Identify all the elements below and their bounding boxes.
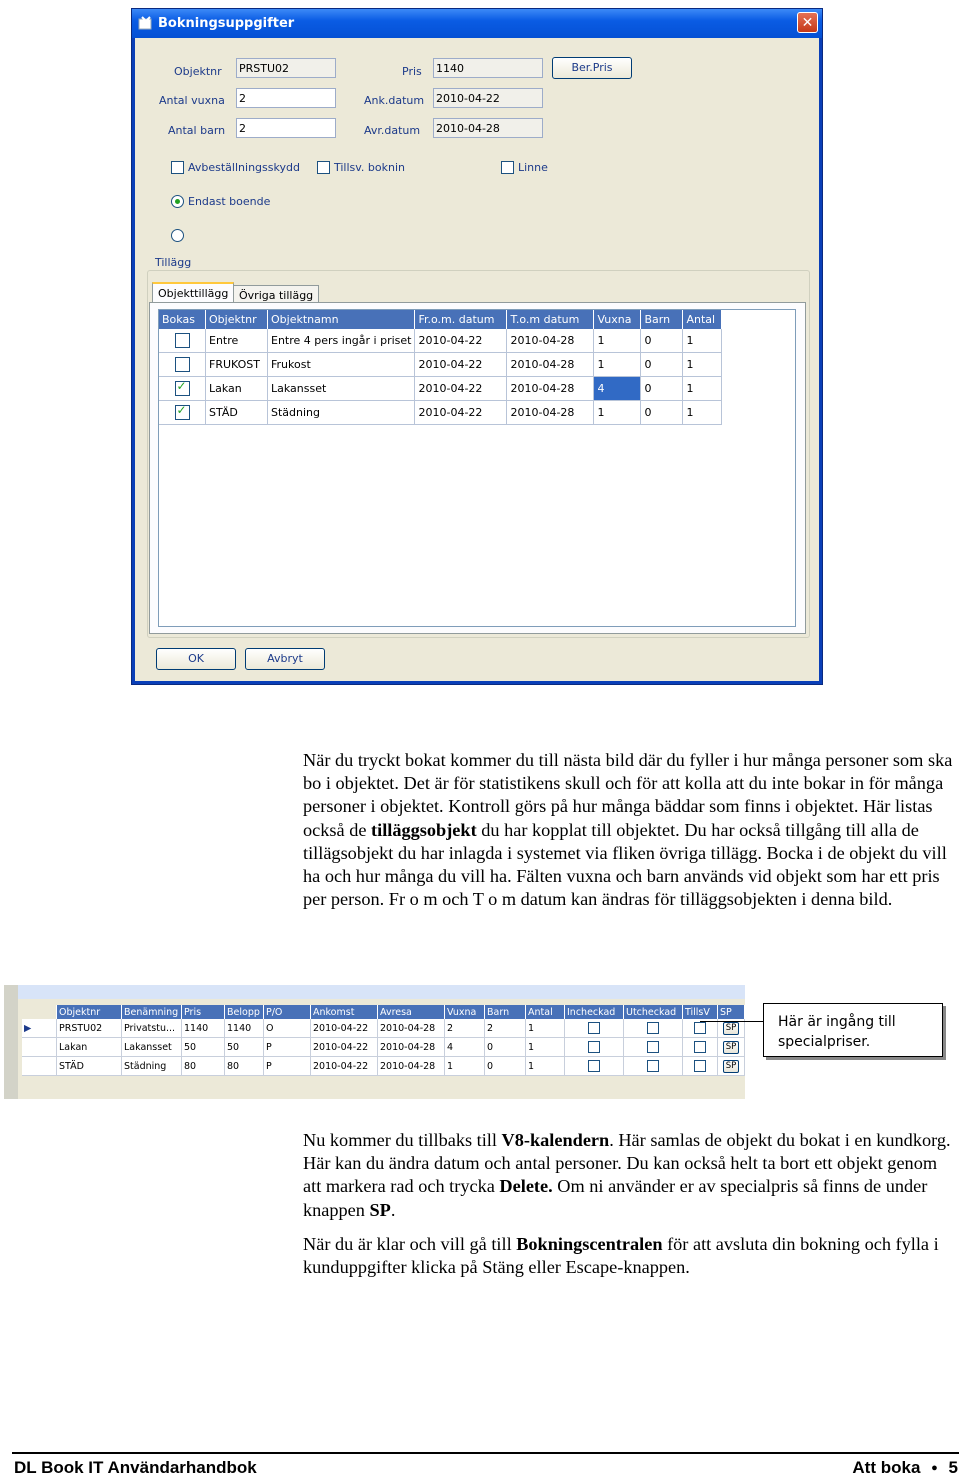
cart-cell-barn[interactable]: 0 [485,1057,526,1076]
tillsv-bokning-checkbox[interactable] [317,161,330,174]
cart-cell-vuxna[interactable]: 1 [445,1057,485,1076]
grid-header-0[interactable]: Bokas [159,310,206,329]
p2-delete: Delete. [499,1176,553,1197]
tillagg-grid-area [158,309,796,627]
cart-header-10[interactable]: Incheckad [565,1005,624,1019]
cell-objektnamn[interactable]: Frukost [268,353,415,377]
p2-sp: SP [369,1199,391,1220]
bokas-cell[interactable] [159,401,206,425]
sp-button[interactable]: SP [723,1041,740,1054]
cart-cell-ankomst[interactable]: 2010-04-22 [311,1038,378,1057]
cart-header-13[interactable]: SP [718,1005,745,1019]
row-indicator-icon: ▶ [22,1019,57,1038]
cell-tom[interactable]: 2010-04-28 [507,401,594,425]
incheckad-checkbox[interactable] [588,1041,600,1053]
cart-header-6[interactable]: Avresa [378,1005,445,1019]
cart-cell-tillsv[interactable] [683,1057,718,1076]
p2-a: Nu kommer du tillbaks till [303,1130,502,1150]
tillagg-table [159,310,722,425]
ok-button[interactable]: OK [156,648,236,670]
paragraph-2 [303,1129,958,1222]
cart-cell-antal[interactable]: 1 [526,1038,565,1057]
tillagg-group-label: Tillägg [155,256,192,269]
cart-cell-benamning[interactable]: Lakansset [122,1038,182,1057]
grid-header-4[interactable]: T.o.m datum [507,310,594,329]
cart-row[interactable] [22,1019,745,1038]
cell-barn[interactable]: 0 [641,329,683,353]
callout-line-1: Här är ingång till [778,1014,896,1030]
cart-cell-ankomst[interactable]: 2010-04-22 [311,1057,378,1076]
app-icon [138,16,154,30]
cell-from[interactable]: 2010-04-22 [415,353,507,377]
objektnr-label: Objektnr [174,65,222,78]
grid-header-3[interactable]: Fr.o.m. datum [415,310,507,329]
cell-vuxna[interactable]: 1 [594,401,641,425]
callout-pointer-line [700,1021,763,1022]
cart-cell-objektnr[interactable]: PRSTU02 [57,1019,122,1038]
cart-header-3[interactable]: Belopp [225,1005,264,1019]
option-radio[interactable] [171,229,184,242]
specialpris-callout [763,1003,943,1057]
footer-page-number: 5 [948,1458,958,1477]
booking-dialog [131,8,823,685]
utcheckad-checkbox[interactable] [647,1022,659,1034]
cell-from[interactable]: 2010-04-22 [415,377,507,401]
cart-header-5[interactable]: Ankomst [311,1005,378,1019]
cart-cell-utcheckad[interactable] [624,1038,683,1057]
cart-cell-antal[interactable]: 1 [526,1019,565,1038]
cart-cell-pris[interactable]: 50 [182,1038,225,1057]
avbestallningsskydd-label: Avbeställningsskydd [188,161,300,174]
cart-cell-utcheckad[interactable] [624,1019,683,1038]
footer-rule [12,1452,959,1454]
avbryt-button[interactable]: Avbryt [245,648,325,670]
bokas-checkbox[interactable] [175,357,190,372]
cart-cell-antal[interactable]: 1 [526,1057,565,1076]
endast-boende-label: Endast boende [188,195,271,208]
grid-header-7[interactable]: Antal [683,310,722,329]
cell-tom[interactable]: 2010-04-28 [507,329,594,353]
paragraph-1-text-c: du har kopplat till objektet. Du har också tillgång till alla de tillägsobjekt du har inlagda i systemet via fliken övriga tillägg. Bocka i de objekt du vill ha och hur många du vill ha. Fälten vuxna och barn används vid objekt som har ett pris per person. Fr o m och T o m datum kan ändras för tilläggsobjekten i denna bild. [303,819,947,910]
kundkorg-grid [4,985,745,1099]
cart-cell-belopp[interactable]: 50 [225,1038,264,1057]
cell-objektnamn[interactable]: Städning [268,401,415,425]
cart-cell-objektnr[interactable]: STÄD [57,1057,122,1076]
cart-header-9[interactable]: Antal [526,1005,565,1019]
bokas-cell[interactable] [159,329,206,353]
cell-objektnr[interactable]: Entre [206,329,268,353]
dialog-titlebar [132,9,822,38]
cell-barn[interactable]: 0 [641,353,683,377]
cell-objektnamn[interactable]: Lakansset [268,377,415,401]
p2-e: Om ni använder er av specialpris så finns de under knappen [303,1176,928,1220]
sp-button[interactable]: SP [723,1060,740,1073]
tillsv-checkbox[interactable] [694,1041,706,1053]
tillsv-checkbox[interactable] [694,1060,706,1072]
cell-from[interactable]: 2010-04-22 [415,401,507,425]
tillsv-checkbox[interactable] [694,1022,706,1034]
cart-cell-incheckad[interactable] [565,1019,624,1038]
cart-cell-po[interactable]: P [264,1038,311,1057]
cart-cell-vuxna[interactable]: 2 [445,1019,485,1038]
cart-cell-objektnr[interactable]: Lakan [57,1038,122,1057]
utcheckad-checkbox[interactable] [647,1060,659,1072]
footer-section [852,1458,958,1478]
grid-left-bar [4,985,18,1099]
p2-g: . [390,1199,396,1220]
antal-vuxna-label: Antal vuxna [159,94,225,107]
cart-cell-benamning[interactable]: Städning [122,1057,182,1076]
p3-a: När du är klar och vill gå till [303,1234,517,1254]
cart-header-7[interactable]: Vuxna [445,1005,485,1019]
cart-cell-ankomst[interactable]: 2010-04-22 [311,1019,378,1038]
avrdatum-field[interactable]: 2010-04-28 [433,118,543,138]
row-indicator-icon [22,1057,57,1076]
bokas-cell[interactable] [159,353,206,377]
cart-cell-pris[interactable]: 1140 [182,1019,225,1038]
grid-header-5[interactable]: Vuxna [594,310,641,329]
cell-barn[interactable]: 0 [641,377,683,401]
cart-cell-barn[interactable]: 2 [485,1019,526,1038]
cell-antal[interactable]: 1 [683,329,722,353]
cell-objektnamn[interactable]: Entre 4 pers ingår i priset [268,329,415,353]
dialog-title: Bokningsuppgifter [158,16,295,31]
berpris-button[interactable]: Ber.Pris [552,57,632,79]
cart-header-8[interactable]: Barn [485,1005,526,1019]
grid-header-1[interactable]: Objektnr [206,310,268,329]
cart-header-1[interactable]: Benämning [122,1005,182,1019]
cart-cell-pris[interactable]: 80 [182,1057,225,1076]
tillsv-bokning-label: Tillsv. boknin [334,161,406,174]
tab-objekttillagg[interactable]: Objekttillägg [152,282,234,302]
tillagg-row[interactable] [159,329,722,353]
bokas-checkbox[interactable] [175,405,190,420]
grid-top-strip [4,985,745,999]
tillagg-row[interactable] [159,401,722,425]
footer-title: DL Book IT Användarhandbok [14,1458,257,1477]
antal-barn-field[interactable]: 2 [236,118,336,138]
grid-header-2[interactable]: Objektnamn [268,310,415,329]
kundkorg-table [22,1005,745,1076]
p3-c: för att avsluta din bokning och fylla i kunduppgifter klicka på Stäng eller Escape-knappen. [303,1234,939,1278]
cell-objektnr[interactable]: Lakan [206,377,268,401]
cell-from[interactable]: 2010-04-22 [415,329,507,353]
cart-cell-avresa[interactable]: 2010-04-28 [378,1019,445,1038]
sp-button[interactable]: SP [723,1022,740,1035]
cell-tom[interactable]: 2010-04-28 [507,377,594,401]
tillagg-row[interactable] [159,353,722,377]
p3-bokningscentralen: Bokningscentralen [516,1234,663,1254]
cart-cell-belopp[interactable]: 1140 [225,1019,264,1038]
pris-field[interactable]: 1140 [433,58,543,78]
cart-header-2[interactable]: Pris [182,1005,225,1019]
avbestallningsskydd-checkbox[interactable] [171,161,184,174]
cart-cell-avresa[interactable]: 2010-04-28 [378,1038,445,1057]
cart-cell-barn[interactable]: 0 [485,1038,526,1057]
cell-barn[interactable]: 0 [641,401,683,425]
cart-header-4[interactable]: P/O [264,1005,311,1019]
p2-v8-kalendern: V8-kalendern [501,1130,610,1150]
cart-cell-tillsv[interactable] [683,1038,718,1057]
bokas-checkbox[interactable] [175,381,190,396]
cart-row[interactable] [22,1057,745,1076]
cart-cell-incheckad[interactable] [565,1038,624,1057]
tab-panel [149,302,806,634]
antal-barn-label: Antal barn [168,124,226,137]
linne-checkbox[interactable] [501,161,514,174]
cell-objektnr[interactable]: FRUKOST [206,353,268,377]
cart-header-11[interactable]: Utcheckad [624,1005,683,1019]
cart-header-12[interactable]: TillsV [683,1005,718,1019]
dialog-client [135,38,819,681]
cell-objektnr[interactable]: STÄD [206,401,268,425]
linne-label: Linne [518,161,548,174]
callout-line-2: specialpriser. [778,1034,871,1050]
bokas-cell[interactable] [159,377,206,401]
close-icon: ✕ [801,15,814,31]
avrdatum-label: Avr.datum [364,124,421,137]
paragraph-1-bold: tilläggsobjekt [371,819,477,840]
antal-vuxna-field[interactable]: 2 [236,88,336,108]
cell-antal[interactable]: 1 [683,377,722,401]
endast-boende-radio[interactable] [171,195,184,208]
ankdatum-field[interactable]: 2010-04-22 [433,88,543,108]
utcheckad-checkbox[interactable] [647,1041,659,1053]
cart-cell-benamning[interactable]: Privatstu... [122,1019,182,1038]
cell-vuxna[interactable]: 4 [594,377,641,401]
footer-bullet: ● [931,1462,938,1474]
incheckad-checkbox[interactable] [588,1060,600,1072]
cart-cell-sp[interactable] [718,1057,745,1076]
cell-antal[interactable]: 1 [683,353,722,377]
cart-row[interactable] [22,1038,745,1057]
cart-cell-utcheckad[interactable] [624,1057,683,1076]
cart-cell-avresa[interactable]: 2010-04-28 [378,1057,445,1076]
cell-tom[interactable]: 2010-04-28 [507,353,594,377]
incheckad-checkbox[interactable] [588,1022,600,1034]
paragraph-3 [303,1233,958,1279]
cell-antal[interactable]: 1 [683,401,722,425]
cart-cell-po[interactable]: O [264,1019,311,1038]
pris-label: Pris [402,65,422,78]
tab-ovriga-tillagg[interactable]: Övriga tillägg [233,285,319,305]
ankdatum-label: Ank.datum [364,94,425,107]
grid-header-6[interactable]: Barn [641,310,683,329]
cell-vuxna[interactable]: 1 [594,353,641,377]
cart-cell-incheckad[interactable] [565,1057,624,1076]
paragraph-1-text-a: När du tryckt bokat kommer du till nästa bild där du fyller i hur många personer som ska bo i objektet. Det är för statistikens skull och för att kolla att du inte bokar in för många personer i objektet. Kontroll görs på hur många bäddar som finns i objektet. Här listas också de [303,750,953,840]
objektnr-field[interactable]: PRSTU02 [236,58,336,78]
cart-cell-po[interactable]: P [264,1057,311,1076]
cart-header-0[interactable]: Objektnr [57,1005,122,1019]
cart-cell-sp[interactable] [718,1038,745,1057]
tillagg-row[interactable] [159,377,722,401]
row-indicator-icon [22,1038,57,1057]
cell-vuxna[interactable]: 1 [594,329,641,353]
bokas-checkbox[interactable] [175,333,190,348]
close-button[interactable] [797,12,818,33]
footer-section-name: Att boka [852,1458,921,1477]
cart-cell-belopp[interactable]: 80 [225,1057,264,1076]
p2-c: . Här samlas de objekt du bokat i en kundkorg. Här kan du ändra datum och antal personer. Du kan också helt ta bort ett objekt genom att markera rad och trycka [303,1130,951,1197]
cart-cell-vuxna[interactable]: 4 [445,1038,485,1057]
paragraph-1 [303,749,958,911]
